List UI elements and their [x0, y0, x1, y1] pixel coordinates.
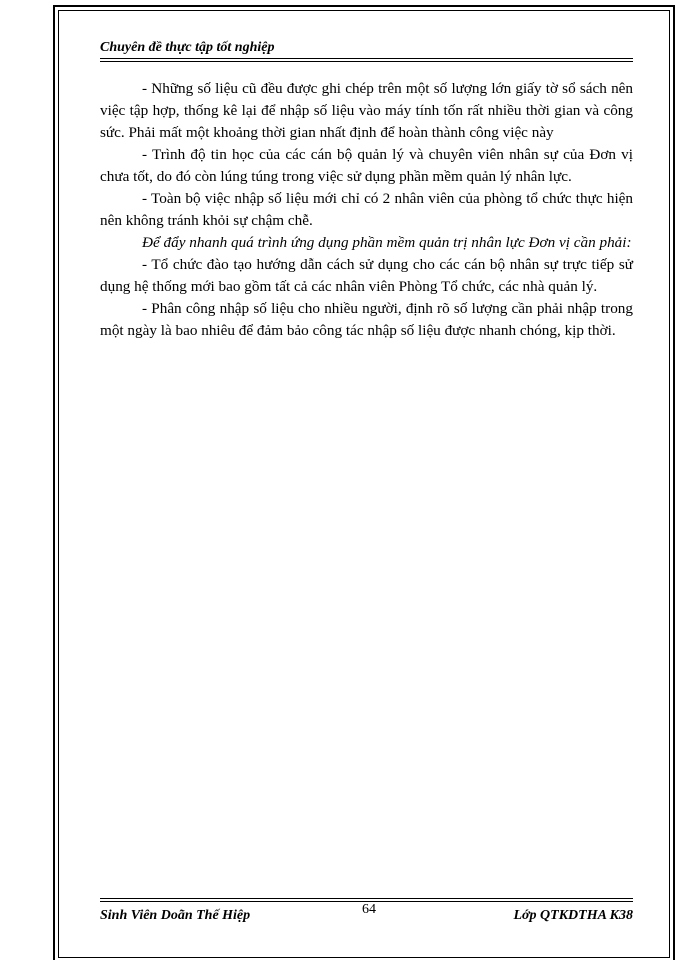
header-rule — [100, 58, 633, 62]
body-paragraph: - Phân công nhập số liệu cho nhiều người, định rõ số lượng cần phải nhập trong một ngày là bao nhiêu để đảm bảo công tác nhập số liệu được nhanh chóng, kịp thời. — [100, 300, 633, 339]
footer-student-name: Sinh Viên Doãn Thế Hiệp — [100, 908, 251, 923]
page-number: 64 — [362, 902, 376, 917]
page-header — [100, 40, 633, 62]
body-paragraph: - Tổ chức đào tạo hướng dẫn cách sử dụng cho các cán bộ nhân sự trực tiếp sử dụng hệ thống mới bao gồm tất cả các nhân viên Phòng Tổ chức, các nhà quản lý. — [100, 256, 633, 295]
footer-row — [100, 902, 633, 926]
body-paragraph: - Toàn bộ việc nhập số liệu mới chỉ có 2 nhân viên của phòng tổ chức thực hiện nên không tránh khỏi sự chậm chễ. — [100, 190, 633, 229]
footer-class-name: Lớp QTKDTHA K38 — [513, 908, 633, 923]
page-body — [100, 78, 633, 342]
body-subheading: Để đẩy nhanh quá trình ứng dụng phần mềm quản trị nhân lực Đơn vị cần phải: — [142, 234, 632, 251]
body-paragraph: - Những số liệu cũ đều được ghi chép trên một số lượng lớn giấy tờ sổ sách nên việc tập hợp, thống kê lại để nhập số liệu vào máy tính tốn rất nhiều thời gian và công sức. Phải mất một khoảng thời gian nhất định để hoàn thành công việc này — [100, 80, 633, 141]
header-title: Chuyên đề thực tập tốt nghiệp — [100, 40, 275, 55]
body-paragraph: - Trình độ tin học của các cán bộ quản lý và chuyên viên nhân sự của Đơn vị chưa tốt, do đó còn lúng túng trong việc sử dụng phần mềm quản lý nhân lực. — [100, 146, 633, 185]
page-footer — [100, 898, 633, 926]
